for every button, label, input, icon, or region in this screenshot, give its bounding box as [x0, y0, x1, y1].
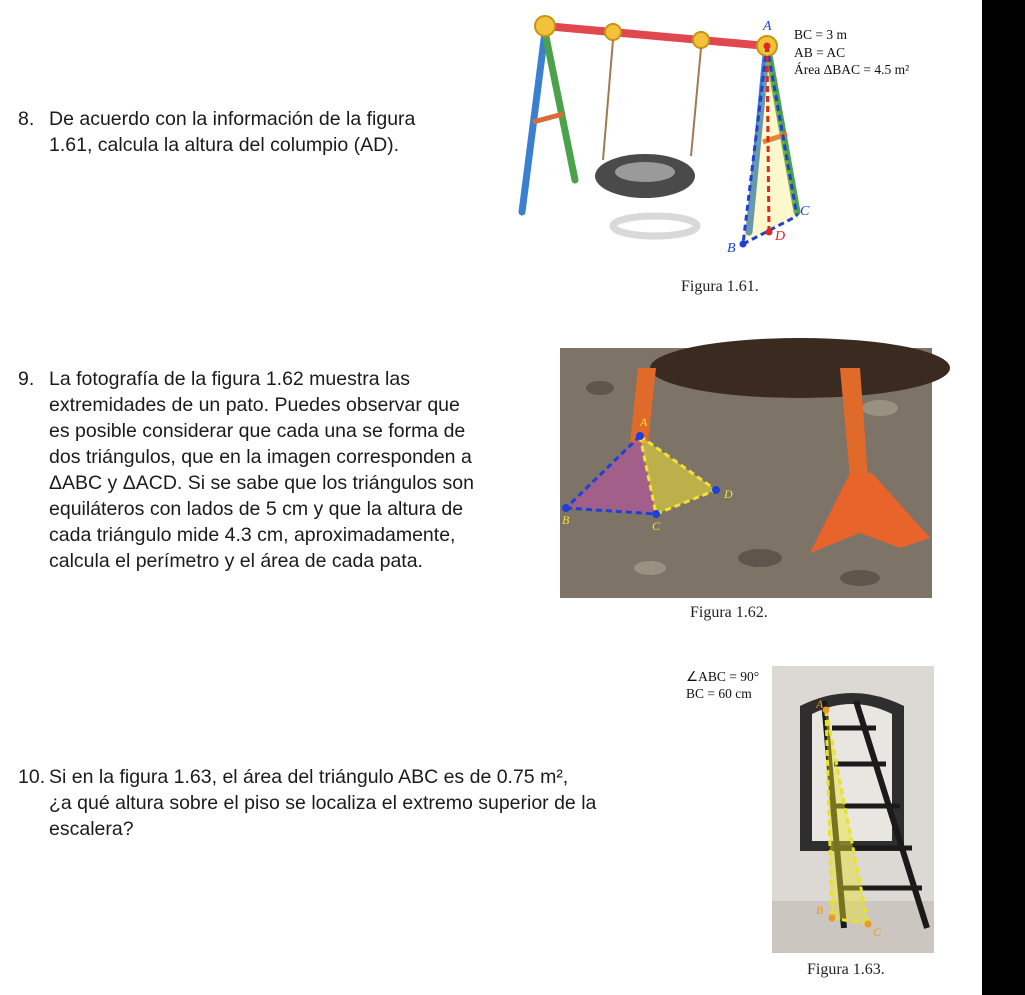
annotation-line: AB = AC [794, 44, 846, 60]
label-d: D [775, 229, 786, 244]
problem-line: extremidades de un pato. Puedes observar que [49, 394, 460, 416]
problem-line: escalera? [49, 818, 134, 840]
annotation-line: Área ΔBAC = 4.5 m² [794, 62, 910, 77]
label-a: A [640, 415, 648, 429]
problem-8 [18, 106, 498, 162]
problem-number: 8. [18, 108, 35, 130]
problem-text [49, 366, 474, 574]
problem-line: calcula el perímetro y el área de cada pata. [49, 550, 423, 572]
figure-1-63-ladder-photo [772, 666, 934, 953]
label-d: D [724, 487, 733, 501]
label-b: B [727, 241, 736, 256]
figure-1-62-duck-feet-photo [560, 348, 932, 598]
label-a: A [816, 697, 824, 711]
duck-feet-illustration [560, 348, 932, 598]
problem-line: es posible considerar que cada una se forma de [49, 420, 466, 442]
problem-number: 9. [18, 368, 35, 390]
problem-text [49, 106, 415, 158]
figure-1-62-caption: Figura 1.62. [690, 604, 768, 621]
label-b: B [816, 903, 824, 917]
problem-line: dos triángulos, que en la imagen corresponden a [49, 446, 472, 468]
problem-line: De acuerdo con la información de la figura [49, 108, 416, 130]
ladder-illustration [772, 666, 934, 953]
label-c: C [873, 925, 882, 939]
figure-1-63-caption: Figura 1.63. [807, 961, 885, 978]
problem-line: cada triángulo mide 4.3 cm, aproximadamente, [49, 524, 456, 546]
figure-1-61-caption: Figura 1.61. [681, 278, 759, 295]
figure-1-61-annotations [794, 26, 909, 79]
right-edge-bar [982, 0, 1025, 995]
label-a: A [763, 19, 772, 34]
annotation-line: ∠ABC = 90° [686, 669, 760, 684]
swing-illustration [505, 4, 786, 260]
problem-line: equiláteros con lados de 5 cm y que la altura de [49, 498, 464, 520]
problem-line: 1.61, calcula la altura del columpio (AD). [49, 134, 400, 156]
problem-9 [18, 366, 518, 578]
problem-10 [18, 764, 678, 846]
problem-line: ¿a qué altura sobre el piso se localiza el extremo superior de la [49, 792, 597, 814]
label-c: C [652, 519, 661, 533]
label-c: C [800, 204, 810, 219]
figure-1-61-swing [505, 4, 786, 260]
figure-1-63-annotations [686, 668, 759, 702]
problem-number: 10. [18, 766, 46, 788]
problem-line: ΔABC y ΔACD. Si se sabe que los triángulos son [49, 472, 474, 494]
problem-line: La fotografía de la figura 1.62 muestra las [49, 368, 410, 390]
annotation-line: BC = 3 m [794, 27, 847, 42]
problem-line: Si en la figura 1.63, el área del triángulo ABC es de 0.75 m², [49, 766, 569, 788]
label-b: B [562, 513, 570, 527]
annotation-line: BC = 60 cm [686, 686, 752, 701]
problem-text [49, 764, 596, 842]
